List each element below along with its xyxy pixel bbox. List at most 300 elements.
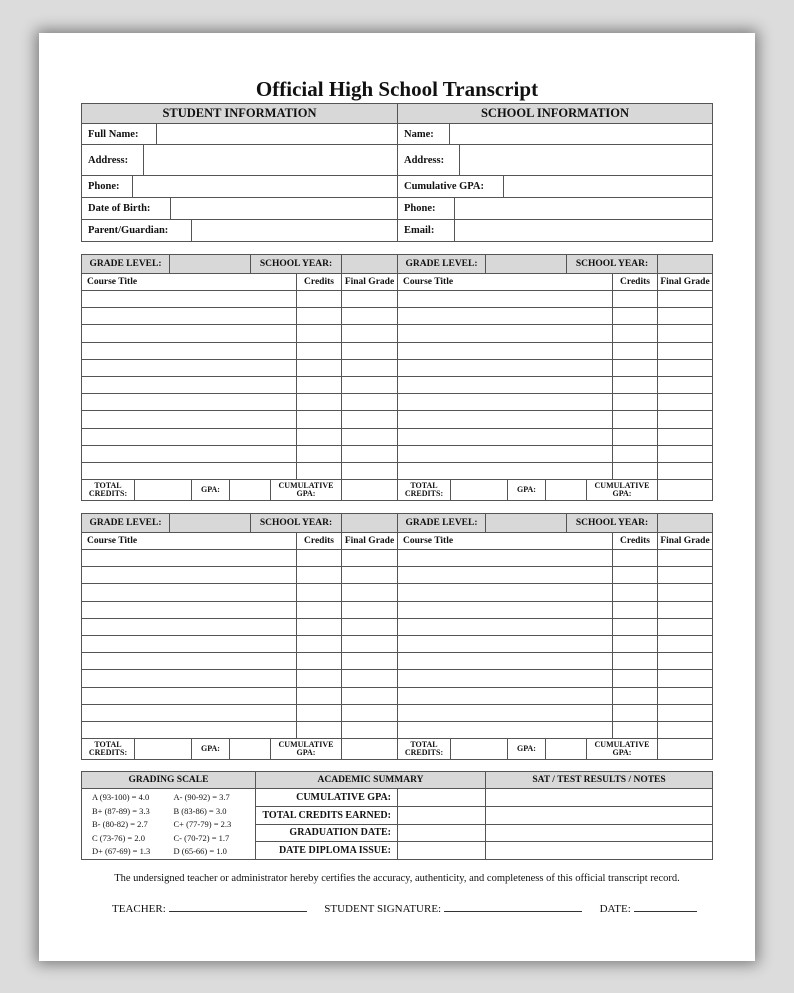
- course-row: [82, 308, 397, 325]
- summary-row: [256, 825, 485, 843]
- course-title-cell[interactable]: [398, 446, 613, 462]
- course-title-cell[interactable]: [398, 343, 613, 359]
- credits-cell[interactable]: [297, 705, 342, 721]
- course-title-cell[interactable]: [82, 705, 297, 721]
- course-row: [82, 343, 397, 360]
- student-info: [82, 104, 397, 241]
- final-grade-cell[interactable]: [658, 429, 712, 445]
- credits-cell[interactable]: [613, 722, 658, 738]
- course-rows: [398, 550, 712, 739]
- course-row: [398, 308, 712, 325]
- final-grade-cell[interactable]: [658, 670, 712, 686]
- final-grade-cell[interactable]: [658, 567, 712, 583]
- final-grade-cell[interactable]: [342, 653, 397, 669]
- grade-level-label: GRADE LEVEL:: [82, 255, 170, 273]
- notes-input[interactable]: [486, 842, 712, 859]
- credits-cell[interactable]: [613, 670, 658, 686]
- course-row: [82, 377, 397, 394]
- credits-cell[interactable]: [297, 636, 342, 652]
- gpa-label: GPA:: [192, 739, 230, 759]
- course-row: [82, 411, 397, 428]
- notes-header: SAT / TEST RESULTS / NOTES: [486, 772, 712, 789]
- grade-block-header: [82, 255, 397, 274]
- final-grade-cell[interactable]: [342, 688, 397, 704]
- dob-input[interactable]: [171, 198, 397, 219]
- final-grade-cell[interactable]: [658, 325, 712, 341]
- course-rows: [82, 550, 397, 739]
- gpa-label: GPA:: [192, 480, 230, 500]
- school-year-input[interactable]: [658, 514, 712, 532]
- school-info: [397, 104, 712, 241]
- cumulative-gpa-input[interactable]: [658, 480, 712, 500]
- credits-cell[interactable]: [613, 688, 658, 704]
- credits-cell[interactable]: [297, 360, 342, 376]
- guardian-input[interactable]: [192, 220, 397, 241]
- course-row: [398, 325, 712, 342]
- course-title-cell[interactable]: [82, 722, 297, 738]
- final-grade-header: Final Grade: [344, 277, 395, 287]
- total-credits-label: TOTAL CREDITS:: [82, 739, 135, 759]
- credits-cell[interactable]: [613, 550, 658, 566]
- credits-header: Credits: [297, 533, 342, 549]
- final-grade-cell[interactable]: [658, 602, 712, 618]
- cumulative-gpa-label: CUMULATIVE GPA:: [271, 739, 342, 759]
- credits-cell[interactable]: [297, 550, 342, 566]
- totals-row: [82, 480, 397, 500]
- summary-label: CUMULATIVE GPA:: [256, 789, 398, 806]
- school-field-row: [398, 176, 712, 198]
- course-row: [398, 705, 712, 722]
- credits-cell[interactable]: [297, 584, 342, 600]
- course-title-cell[interactable]: [82, 636, 297, 652]
- final-grade-cell[interactable]: [342, 446, 397, 462]
- course-title-cell[interactable]: [82, 653, 297, 669]
- course-row: [82, 429, 397, 446]
- credits-cell[interactable]: [297, 325, 342, 341]
- credits-cell[interactable]: [613, 291, 658, 307]
- date-label: DATE:: [599, 903, 631, 915]
- school-address-input[interactable]: [460, 145, 712, 175]
- course-title-cell[interactable]: [82, 360, 297, 376]
- grade-block: [82, 255, 397, 500]
- school-year-label: SCHOOL YEAR:: [567, 255, 658, 273]
- credits-cell[interactable]: [613, 377, 658, 393]
- student-field-row: [82, 176, 397, 198]
- cumulative-gpa-label: CUMULATIVE GPA:: [587, 739, 658, 759]
- column-headers: [398, 274, 712, 291]
- field-label: Name:: [398, 124, 450, 144]
- final-grade-cell[interactable]: [342, 619, 397, 635]
- school-email-input[interactable]: [455, 220, 712, 241]
- course-title-cell[interactable]: [82, 411, 297, 427]
- credits-cell[interactable]: [297, 722, 342, 738]
- totals-row: [82, 739, 397, 759]
- final-grade-cell[interactable]: [342, 429, 397, 445]
- credits-cell[interactable]: [613, 394, 658, 410]
- final-grade-cell[interactable]: [658, 343, 712, 359]
- course-title-cell[interactable]: [82, 688, 297, 704]
- notes-input[interactable]: [486, 825, 712, 843]
- teacher-label: TEACHER:: [112, 903, 166, 915]
- course-row: [398, 567, 712, 584]
- course-title-cell[interactable]: [398, 602, 613, 618]
- school-year-input[interactable]: [658, 255, 712, 273]
- credits-cell[interactable]: [613, 602, 658, 618]
- gpa-input[interactable]: [230, 739, 271, 759]
- date-input[interactable]: [634, 900, 697, 912]
- final-grade-cell[interactable]: [342, 377, 397, 393]
- credits-cell[interactable]: [297, 411, 342, 427]
- credits-cell[interactable]: [297, 602, 342, 618]
- final-grade-cell[interactable]: [342, 291, 397, 307]
- course-title-cell[interactable]: [82, 325, 297, 341]
- credits-header: Credits: [613, 274, 658, 290]
- course-title-cell[interactable]: [398, 291, 613, 307]
- final-grade-cell[interactable]: [342, 550, 397, 566]
- course-row: [398, 619, 712, 636]
- course-row: [398, 584, 712, 601]
- credits-cell[interactable]: [297, 377, 342, 393]
- cumulative-gpa-input[interactable]: [504, 176, 712, 197]
- credits-cell[interactable]: [613, 429, 658, 445]
- course-row: [82, 567, 397, 584]
- course-title-cell[interactable]: [82, 446, 297, 462]
- course-title-cell[interactable]: [82, 602, 297, 618]
- student-signature-input[interactable]: [444, 900, 582, 912]
- final-grade-cell[interactable]: [658, 550, 712, 566]
- course-rows: [398, 291, 712, 480]
- scale-item: C+ (77-79) = 2.3: [173, 819, 232, 829]
- final-grade-cell[interactable]: [342, 411, 397, 427]
- field-label: Full Name:: [82, 124, 157, 144]
- final-grade-cell[interactable]: [658, 653, 712, 669]
- scale-item: C- (70-72) = 1.7: [173, 832, 230, 843]
- scale-item: B (83-86) = 3.0: [173, 805, 227, 816]
- final-grade-cell[interactable]: [342, 722, 397, 738]
- credits-cell[interactable]: [613, 636, 658, 652]
- total-credits-input[interactable]: [451, 480, 508, 500]
- info-section: [81, 103, 713, 242]
- summary-label: GRADUATION DATE:: [256, 825, 398, 842]
- course-title-cell[interactable]: [398, 670, 613, 686]
- total-credits-input[interactable]: [135, 480, 192, 500]
- credits-cell[interactable]: [613, 567, 658, 583]
- grading-scale-list: [82, 789, 255, 859]
- course-title-cell[interactable]: [398, 411, 613, 427]
- credits-header: Credits: [613, 533, 658, 549]
- course-title-cell[interactable]: [398, 619, 613, 635]
- gpa-input[interactable]: [546, 480, 587, 500]
- course-title-cell[interactable]: [82, 670, 297, 686]
- course-row: [398, 688, 712, 705]
- gpa-input[interactable]: [230, 480, 271, 500]
- scale-item: A- (90-92) = 3.7: [173, 792, 230, 802]
- scale-item: B+ (87-89) = 3.3: [92, 805, 150, 816]
- course-title-cell[interactable]: [398, 722, 613, 738]
- course-title-header: Course Title: [398, 274, 613, 290]
- course-row: [82, 291, 397, 308]
- scale-item: D+ (67-69) = 1.3: [92, 846, 151, 856]
- column-headers: [398, 533, 712, 550]
- final-grade-cell[interactable]: [658, 446, 712, 462]
- school-name-input[interactable]: [450, 124, 712, 144]
- course-title-cell[interactable]: [398, 584, 613, 600]
- course-title-cell[interactable]: [82, 584, 297, 600]
- scale-item: D (65-66) = 1.0: [173, 846, 227, 856]
- final-grade-cell[interactable]: [342, 308, 397, 324]
- course-row: [398, 429, 712, 446]
- credits-cell[interactable]: [297, 446, 342, 462]
- field-label: Cumulative GPA:: [398, 176, 504, 197]
- student-field-row: [82, 124, 397, 145]
- course-title-cell[interactable]: [398, 567, 613, 583]
- credits-cell[interactable]: [613, 343, 658, 359]
- credits-cell[interactable]: [297, 619, 342, 635]
- final-grade-cell[interactable]: [342, 360, 397, 376]
- final-grade-cell[interactable]: [658, 377, 712, 393]
- course-row: [82, 325, 397, 342]
- final-grade-cell[interactable]: [342, 567, 397, 583]
- address-input[interactable]: [144, 145, 397, 175]
- final-grade-cell[interactable]: [658, 360, 712, 376]
- cumulative-gpa-input[interactable]: [658, 739, 712, 759]
- credits-header: Credits: [297, 274, 342, 290]
- course-title-cell[interactable]: [398, 653, 613, 669]
- school-year-label: SCHOOL YEAR:: [251, 255, 342, 273]
- scale-item: A (93-100) = 4.0: [92, 792, 150, 802]
- final-grade-cell[interactable]: [658, 411, 712, 427]
- grade-block-header: [398, 255, 712, 274]
- course-title-cell[interactable]: [398, 463, 613, 479]
- course-row: [82, 688, 397, 705]
- course-row: [398, 602, 712, 619]
- teacher-signature-input[interactable]: [169, 900, 307, 912]
- field-label: Parent/Guardian:: [82, 220, 192, 241]
- gpa-input[interactable]: [546, 739, 587, 759]
- credits-cell[interactable]: [297, 308, 342, 324]
- grading-scale: [82, 772, 255, 859]
- credits-cell[interactable]: [297, 343, 342, 359]
- final-grade-header: Final Grade: [660, 277, 710, 287]
- phone-input[interactable]: [133, 176, 397, 197]
- course-title-cell[interactable]: [398, 688, 613, 704]
- course-row: [398, 653, 712, 670]
- course-title-cell[interactable]: [398, 308, 613, 324]
- grade-level-input[interactable]: [170, 255, 251, 273]
- credits-cell[interactable]: [297, 463, 342, 479]
- grade-block: [82, 514, 397, 759]
- summary-cumulative-gpa-input[interactable]: [398, 789, 485, 806]
- course-title-header: Course Title: [82, 274, 297, 290]
- final-grade-cell[interactable]: [342, 602, 397, 618]
- grade-block-row-1: [81, 254, 713, 501]
- credits-cell[interactable]: [297, 670, 342, 686]
- course-row: [82, 619, 397, 636]
- course-title-cell[interactable]: [82, 291, 297, 307]
- credits-cell[interactable]: [613, 446, 658, 462]
- course-title-cell[interactable]: [82, 567, 297, 583]
- course-row: [398, 394, 712, 411]
- school-year-input[interactable]: [342, 514, 397, 532]
- course-row: [82, 463, 397, 480]
- course-title-cell[interactable]: [398, 636, 613, 652]
- course-title-cell[interactable]: [398, 377, 613, 393]
- final-grade-cell[interactable]: [342, 705, 397, 721]
- credits-cell[interactable]: [613, 653, 658, 669]
- course-title-header: Course Title: [398, 533, 613, 549]
- final-grade-cell[interactable]: [342, 636, 397, 652]
- course-title-cell[interactable]: [82, 463, 297, 479]
- credits-cell[interactable]: [297, 291, 342, 307]
- credits-cell[interactable]: [613, 360, 658, 376]
- grade-block-header: [82, 514, 397, 533]
- total-credits-input[interactable]: [451, 739, 508, 759]
- course-title-cell[interactable]: [398, 360, 613, 376]
- final-grade-cell[interactable]: [658, 291, 712, 307]
- final-grade-cell[interactable]: [342, 343, 397, 359]
- summary-section: [81, 771, 713, 860]
- final-grade-cell[interactable]: [658, 722, 712, 738]
- course-row: [82, 584, 397, 601]
- course-row: [82, 705, 397, 722]
- school-year-label: SCHOOL YEAR:: [251, 514, 342, 532]
- field-label: Phone:: [82, 176, 133, 197]
- credits-cell[interactable]: [613, 411, 658, 427]
- full-name-input[interactable]: [157, 124, 397, 144]
- notes-section: [485, 772, 712, 859]
- final-grade-cell[interactable]: [342, 670, 397, 686]
- summary-total-credits-input[interactable]: [398, 807, 485, 824]
- course-row: [398, 343, 712, 360]
- credits-cell[interactable]: [297, 688, 342, 704]
- course-row: [398, 636, 712, 653]
- course-row: [82, 360, 397, 377]
- course-title-cell[interactable]: [82, 308, 297, 324]
- field-label: Address:: [398, 145, 460, 175]
- course-title-cell[interactable]: [398, 325, 613, 341]
- school-year-input[interactable]: [342, 255, 397, 273]
- grade-level-input[interactable]: [486, 514, 567, 532]
- course-row: [82, 394, 397, 411]
- signature-line: [112, 900, 697, 915]
- total-credits-label: TOTAL CREDITS:: [398, 480, 451, 500]
- student-info-header: STUDENT INFORMATION: [82, 104, 397, 124]
- summary-label: TOTAL CREDITS EARNED:: [256, 807, 398, 824]
- credits-cell[interactable]: [297, 567, 342, 583]
- field-label: Address:: [82, 145, 144, 175]
- course-title-cell[interactable]: [82, 429, 297, 445]
- final-grade-cell[interactable]: [658, 584, 712, 600]
- course-row: [398, 446, 712, 463]
- credits-cell[interactable]: [297, 394, 342, 410]
- grade-block: [397, 255, 712, 500]
- credits-cell[interactable]: [613, 325, 658, 341]
- course-title-cell[interactable]: [398, 394, 613, 410]
- course-title-header: Course Title: [82, 533, 297, 549]
- cumulative-gpa-input[interactable]: [342, 739, 397, 759]
- course-row: [398, 722, 712, 739]
- total-credits-label: TOTAL CREDITS:: [398, 739, 451, 759]
- certification-text: The undersigned teacher or administrator hereby certifies the accuracy, authenticity, and completeness of this official transcript record.: [114, 873, 680, 884]
- summary-graduation-date-input[interactable]: [398, 825, 485, 842]
- course-title-cell[interactable]: [398, 550, 613, 566]
- gpa-label: GPA:: [508, 739, 546, 759]
- course-title-cell[interactable]: [398, 429, 613, 445]
- cumulative-gpa-input[interactable]: [342, 480, 397, 500]
- grading-scale-header: GRADING SCALE: [82, 772, 255, 789]
- final-grade-cell[interactable]: [658, 688, 712, 704]
- field-label: Phone:: [398, 198, 455, 219]
- course-title-cell[interactable]: [398, 705, 613, 721]
- cumulative-gpa-label: CUMULATIVE GPA:: [271, 480, 342, 500]
- credits-cell[interactable]: [613, 705, 658, 721]
- final-grade-cell[interactable]: [658, 308, 712, 324]
- summary-diploma-date-input[interactable]: [398, 842, 485, 859]
- school-field-row: [398, 198, 712, 220]
- course-row: [82, 636, 397, 653]
- credits-cell[interactable]: [613, 463, 658, 479]
- course-title-cell[interactable]: [82, 550, 297, 566]
- grade-level-input[interactable]: [170, 514, 251, 532]
- final-grade-cell[interactable]: [342, 325, 397, 341]
- grade-block-header: [398, 514, 712, 533]
- gpa-label: GPA:: [508, 480, 546, 500]
- final-grade-cell[interactable]: [658, 619, 712, 635]
- scale-item: B- (80-82) = 2.7: [92, 819, 148, 829]
- final-grade-cell[interactable]: [342, 463, 397, 479]
- credits-cell[interactable]: [613, 619, 658, 635]
- final-grade-cell[interactable]: [342, 584, 397, 600]
- notes-input[interactable]: [486, 807, 712, 825]
- final-grade-cell[interactable]: [342, 394, 397, 410]
- final-grade-header: Final Grade: [660, 536, 710, 546]
- notes-input[interactable]: [486, 789, 712, 807]
- school-phone-input[interactable]: [455, 198, 712, 219]
- school-field-row: [398, 124, 712, 145]
- final-grade-header: Final Grade: [344, 536, 395, 546]
- column-headers: [82, 274, 397, 291]
- credits-cell[interactable]: [613, 584, 658, 600]
- credits-cell[interactable]: [613, 308, 658, 324]
- student-field-row: [82, 198, 397, 220]
- totals-row: [398, 739, 712, 759]
- course-title-cell[interactable]: [82, 394, 297, 410]
- course-title-cell[interactable]: [82, 377, 297, 393]
- credits-cell[interactable]: [297, 429, 342, 445]
- course-title-cell[interactable]: [82, 619, 297, 635]
- final-grade-cell[interactable]: [658, 636, 712, 652]
- final-grade-cell[interactable]: [658, 705, 712, 721]
- course-row: [398, 670, 712, 687]
- course-row: [398, 411, 712, 428]
- summary-row: [256, 789, 485, 807]
- grade-level-label: GRADE LEVEL:: [398, 255, 486, 273]
- course-row: [398, 377, 712, 394]
- total-credits-input[interactable]: [135, 739, 192, 759]
- final-grade-cell[interactable]: [658, 394, 712, 410]
- grade-block-row-2: [81, 513, 713, 760]
- course-title-cell[interactable]: [82, 343, 297, 359]
- course-row: [82, 653, 397, 670]
- totals-row: [398, 480, 712, 500]
- field-label: Date of Birth:: [82, 198, 171, 219]
- grade-level-input[interactable]: [486, 255, 567, 273]
- credits-cell[interactable]: [297, 653, 342, 669]
- field-label: Email:: [398, 220, 455, 241]
- final-grade-cell[interactable]: [658, 463, 712, 479]
- school-field-row: [398, 145, 712, 176]
- course-row: [82, 722, 397, 739]
